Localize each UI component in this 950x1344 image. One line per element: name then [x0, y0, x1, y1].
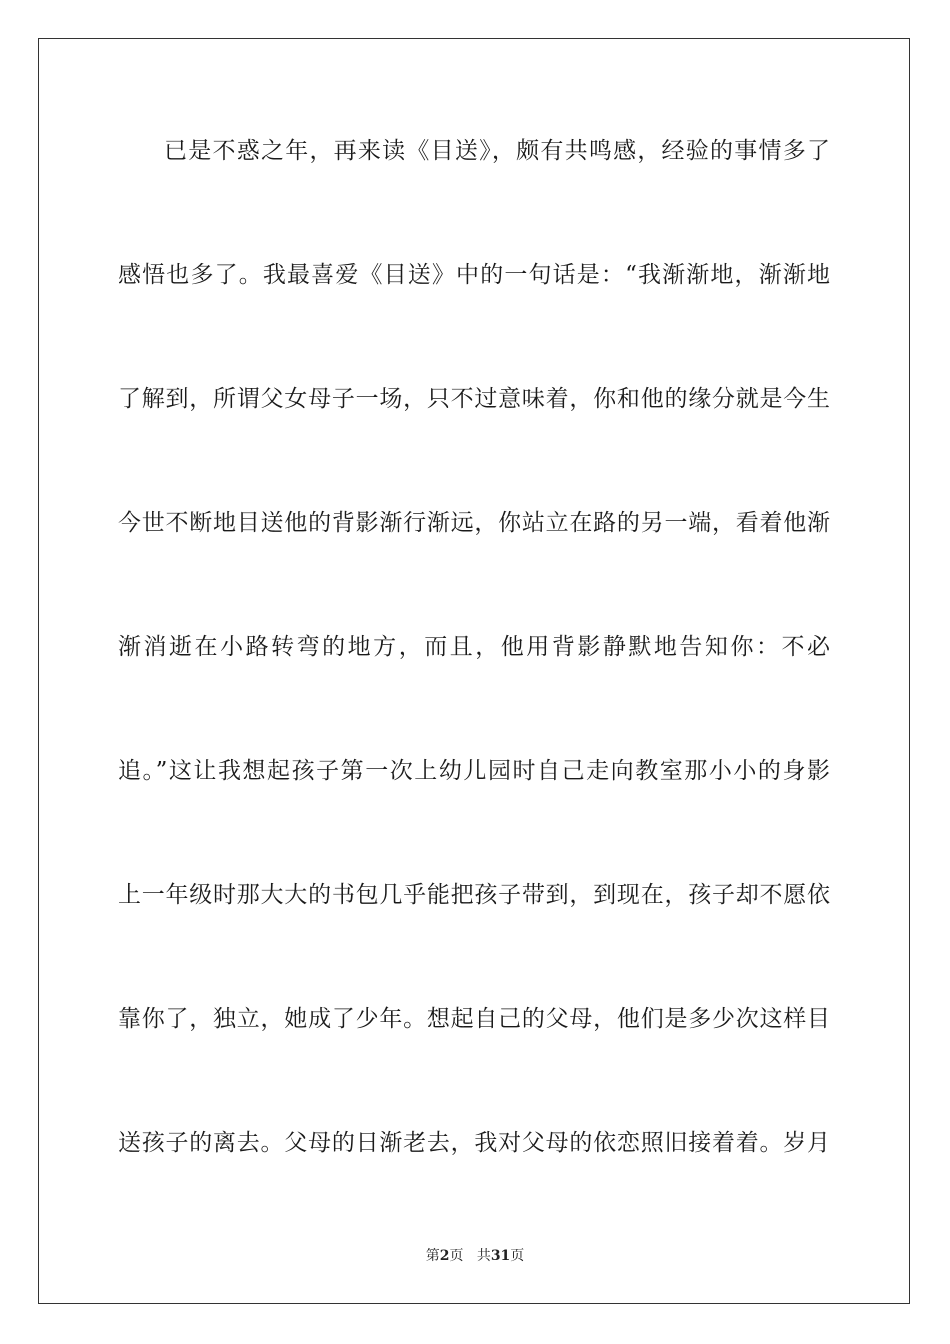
page-number: 2: [439, 1248, 450, 1264]
paragraph-line: 了解到，所谓父女母子一场，只不过意味着，你和他的缘分就是今生: [118, 386, 830, 412]
page-footer: [0, 1246, 950, 1266]
paragraph-line: 已是不惑之年，再来读《目送》，颇有共鸣感，经验的事情多了: [164, 138, 830, 164]
paragraph-line: 追。”这让我想起孩子第一次上幼儿园时自己走向教室那小小的身影: [118, 758, 830, 784]
paragraph-line: 靠你了，独立，她成了少年。想起自己的父母，他们是多少次这样目: [118, 1006, 830, 1032]
page-suffix: 页: [449, 1248, 464, 1264]
paragraph-line: 渐消逝在小路转弯的地方，而且，他用背影静默地告知你：不必: [118, 634, 830, 660]
paragraph-line: 感悟也多了。我最喜爱《目送》中的一句话是：“我渐渐地，渐渐地: [118, 262, 830, 288]
total-pages: 31: [490, 1248, 511, 1264]
total-suffix: 页: [510, 1248, 525, 1264]
total-prefix: 共: [476, 1248, 491, 1264]
paragraph-line: 上一年级时那大大的书包几乎能把孩子带到，到现在，孩子却不愿依: [118, 882, 830, 908]
page-border: [38, 38, 910, 1304]
paragraph-line: 今世不断地目送他的背影渐行渐远，你站立在路的另一端，看着他渐: [118, 510, 830, 536]
page-prefix: 第: [425, 1248, 440, 1264]
paragraph-line: 送孩子的离去。父母的日渐老去，我对父母的依恋照旧接着着。岁月: [118, 1130, 830, 1156]
